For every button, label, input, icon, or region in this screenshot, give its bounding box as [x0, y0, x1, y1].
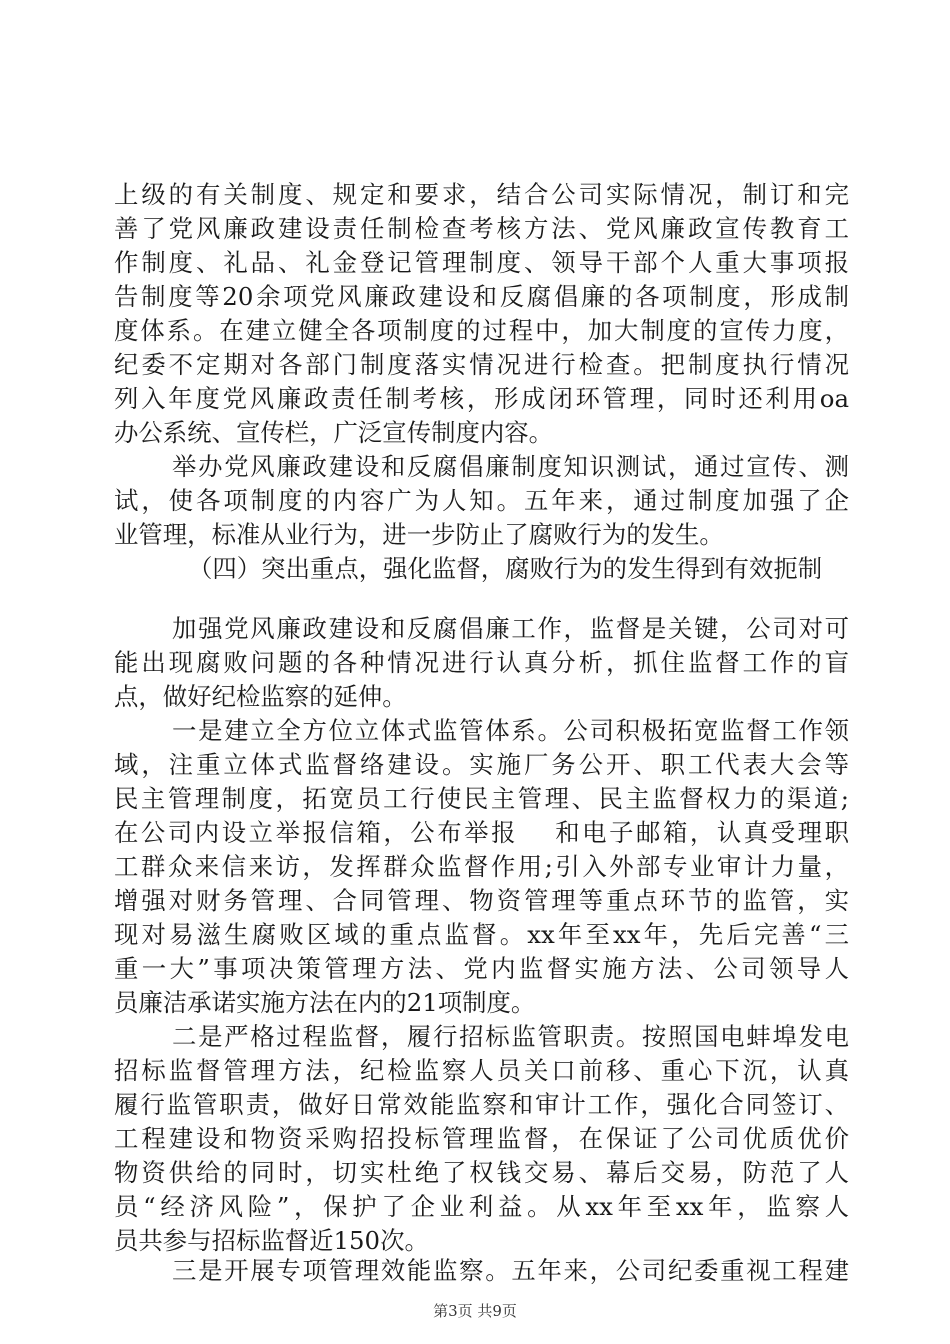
text-line: 度体系。在建立健全各项制度的过程中，加大制度的宣传力度，	[114, 316, 849, 345]
text-line: 履行监管职责，做好日常效能监察和审计工作，强化合同签订、	[114, 1090, 849, 1119]
text-line: 民主管理制度，拓宽员工行使民主管理、民主监督权力的渠道;	[114, 784, 849, 813]
text-line: 善了党风廉政建设责任制检查考核方法、党风廉政宣传教育工	[114, 214, 849, 243]
text-line: 工程建设和物资采购招投标管理监督，在保证了公司优质优价	[114, 1124, 849, 1153]
text-line: 列入年度党风廉政责任制考核，形成闭环管理，同时还利用oa	[114, 384, 849, 413]
text-line: 在公司内设立举报信箱，公布举报 和电子邮箱，认真受理职	[114, 818, 849, 847]
text-line: 业管理，标准从业行为，进一步防止了腐败行为的发生。	[114, 520, 724, 549]
text-line: 员廉洁承诺实施方法在内的21项制度。	[114, 988, 536, 1017]
section-heading: （四）突出重点，强化监督，腐败行为的发生得到有效扼制	[188, 554, 823, 583]
text-line: 工群众来信来访，发挥群众监督作用;引入外部专业审计力量，	[114, 852, 849, 881]
text-line: 作制度、礼品、礼金登记管理制度、领导干部个人重大事项报	[114, 248, 849, 277]
text-line: 现对易滋生腐败区域的重点监督。xx年至xx年，先后完善“三	[114, 920, 849, 949]
text-line: 告制度等20余项党风廉政建设和反腐倡廉的各项制度，形成制	[114, 282, 849, 311]
text-line: 上级的有关制度、规定和要求，结合公司实际情况，制订和完	[114, 180, 849, 209]
paragraph-first-line: 举办党风廉政建设和反腐倡廉制度知识测试，通过宣传、测	[172, 452, 849, 481]
text-line: 办公系统、宣传栏，广泛宣传制度内容。	[114, 418, 554, 447]
paragraph-first-line: 加强党风廉政建设和反腐倡廉工作，监督是关键，公司对可	[172, 614, 849, 643]
text-line: 增强对财务管理、合同管理、物资管理等重点环节的监管，实	[114, 886, 849, 915]
text-line: 重一大”事项决策管理方法、党内监督实施方法、公司领导人	[114, 954, 849, 983]
text-line: 能出现腐败问题的各种情况进行认真分析，抓住监督工作的盲	[114, 648, 849, 677]
text-line: 招标监督管理方法，纪检监察人员关口前移、重心下沉，认真	[114, 1056, 849, 1085]
text-line: 纪委不定期对各部门制度落实情况进行检查。把制度执行情况	[114, 350, 849, 379]
page-footer: 第3页 共9页	[433, 1302, 517, 1320]
text-line: 物资供给的同时，切实杜绝了权钱交易、幕后交易，防范了人	[114, 1158, 849, 1187]
text-line: 试，使各项制度的内容广为人知。五年来，通过制度加强了企	[114, 486, 849, 515]
paragraph-first-line: 一是建立全方位立体式监管体系。公司积极拓宽监督工作领	[172, 716, 849, 745]
text-line: 域，注重立体式监督络建设。实施厂务公开、职工代表大会等	[114, 750, 849, 779]
text-line: 员“经济风险”，保护了企业利益。从xx年至xx年，监察人	[114, 1192, 849, 1221]
text-line: 点，做好纪检监察的延伸。	[114, 682, 407, 711]
paragraph-first-line: 二是严格过程监督，履行招标监管职责。按照国电蚌埠发电	[172, 1022, 849, 1051]
text-line: 员共参与招标监督近150次。	[114, 1226, 429, 1255]
paragraph-first-line: 三是开展专项管理效能监察。五年来，公司纪委重视工程建	[172, 1256, 849, 1285]
